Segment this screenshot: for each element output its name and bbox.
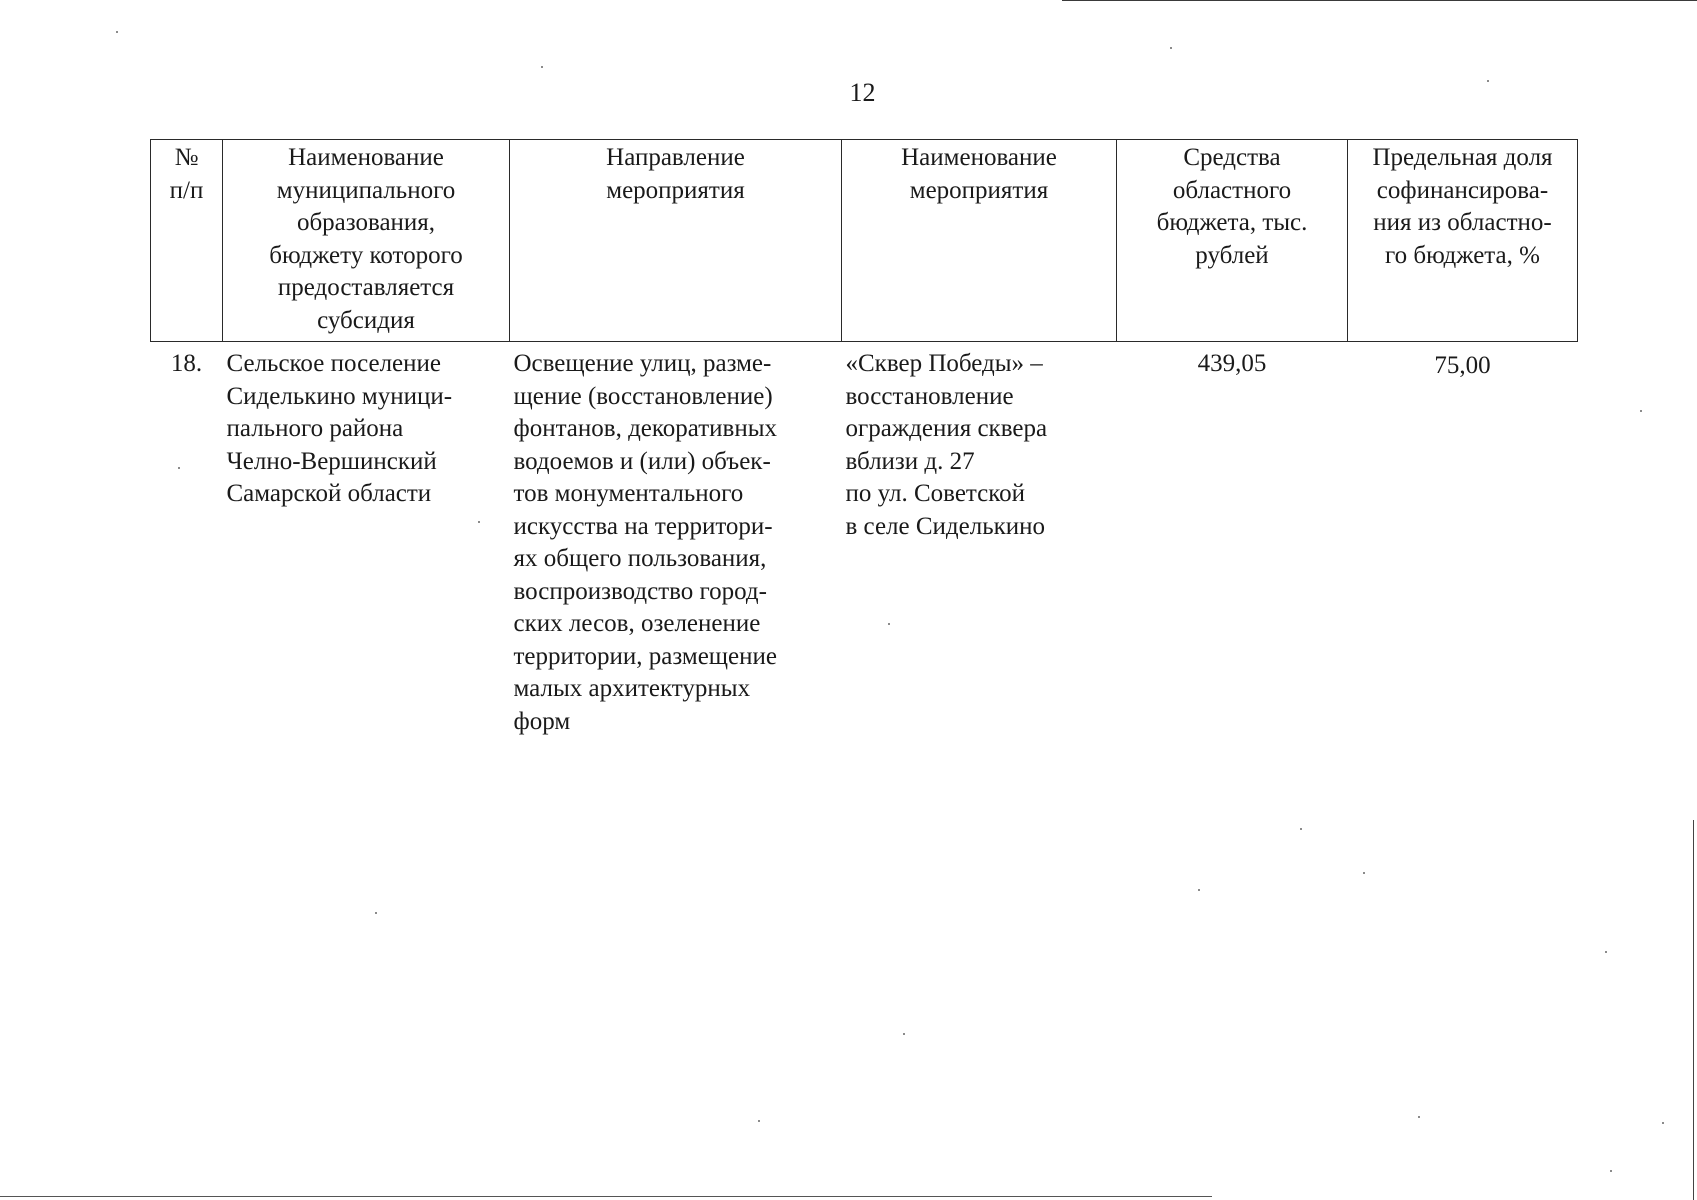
header-line: муниципального: [276, 176, 456, 204]
scan-speck: [1640, 410, 1642, 412]
header-line: Средства: [1183, 144, 1281, 171]
scan-speck: [903, 1033, 905, 1035]
cell-line: по ул. Советской: [845, 480, 1026, 507]
row-municipality: [223, 342, 510, 739]
cell-line: вблизи д. 27: [845, 447, 975, 475]
scan-speck: [1418, 1116, 1420, 1118]
cell-line: малых архитектурных: [513, 675, 751, 702]
header-line: бюджету которого: [269, 241, 463, 269]
header-line: го бюджета, %: [1385, 241, 1540, 269]
cell-line: Сиделькино муници-: [226, 382, 453, 410]
header-line: бюджета, тыс.: [1156, 209, 1308, 236]
scan-speck: [758, 1120, 760, 1122]
header-line: рублей: [1195, 241, 1269, 269]
cell-line: Самарской области: [226, 480, 432, 507]
scan-speck: [1300, 828, 1302, 830]
subsidy-table: [150, 139, 1578, 738]
header-funds: [1117, 140, 1348, 342]
header-line: мероприятия: [909, 176, 1049, 204]
table-row: [151, 342, 1578, 739]
header-municipality: [223, 140, 510, 342]
header-line: субсидия: [317, 306, 415, 334]
header-line: образования,: [296, 209, 436, 236]
header-event: [842, 140, 1117, 342]
row-funds: 439,05: [1197, 350, 1267, 377]
right-edge-rule: [1693, 820, 1694, 1200]
header-line: №: [174, 144, 199, 171]
scan-speck: [1487, 80, 1489, 82]
scan-speck: [478, 521, 480, 523]
cell-line: щение (восстановление): [513, 382, 773, 410]
row-direction: [510, 342, 842, 739]
scan-speck: [178, 467, 180, 469]
scan-speck: [1605, 951, 1607, 953]
header-line: Наименование: [288, 144, 444, 171]
scan-speck: [1662, 1122, 1664, 1124]
header-direction: [510, 140, 842, 342]
header-line: софинансирова-: [1376, 176, 1549, 204]
cell-line: Сельское поселение: [226, 350, 442, 377]
header-line: ния из областно-: [1373, 209, 1552, 236]
cell-line: в селе Сиделькино: [845, 512, 1046, 540]
header-share: [1348, 140, 1578, 342]
table-header-row: [151, 140, 1578, 342]
header-line: областного: [1172, 176, 1292, 204]
cell-line: Освещение улиц, разме-: [513, 350, 772, 377]
page-number: 12: [849, 78, 876, 107]
row-number: 18.: [170, 350, 203, 377]
scan-speck: [1170, 47, 1172, 49]
scan-speck: [1198, 889, 1200, 891]
header-line: Наименование: [901, 144, 1057, 171]
header-line: предоставляется: [277, 274, 455, 301]
header-number: [151, 140, 223, 342]
top-edge-rule: [1062, 0, 1697, 1]
scan-speck: [375, 912, 377, 914]
scan-speck: [116, 31, 118, 33]
scan-speck: [1610, 1170, 1612, 1172]
row-share: 75,00: [1434, 352, 1491, 379]
cell-line: форм: [513, 707, 571, 735]
cell-line: «Сквер Победы» –: [845, 350, 1043, 377]
row-event: [842, 342, 1117, 739]
scan-speck: [541, 66, 543, 68]
scan-speck: [888, 623, 890, 625]
cell-line: пального района: [226, 415, 404, 442]
cell-line: восстановление: [845, 382, 1014, 410]
header-line: п/п: [169, 176, 204, 204]
cell-line: тов монументального: [513, 480, 744, 507]
cell-line: ограждения сквера: [845, 415, 1048, 442]
cell-line: искусства на территори-: [513, 512, 773, 540]
cell-line: воспроизводство город-: [513, 577, 767, 605]
scan-speck: [1363, 872, 1365, 874]
cell-line: Челно-Вершинский: [226, 447, 437, 475]
header-line: Направление: [606, 144, 745, 171]
cell-line: ях общего пользования,: [513, 545, 767, 572]
cell-line: фонтанов, декоративных: [513, 415, 778, 442]
cell-line: ских лесов, озеленение: [513, 610, 761, 637]
bottom-edge-rule: [0, 1196, 1212, 1197]
header-line: мероприятия: [606, 176, 745, 204]
cell-line: водоемов и (или) объек-: [513, 447, 771, 475]
header-line: Предельная доля: [1372, 144, 1553, 171]
cell-line: территории, размещение: [513, 642, 777, 670]
